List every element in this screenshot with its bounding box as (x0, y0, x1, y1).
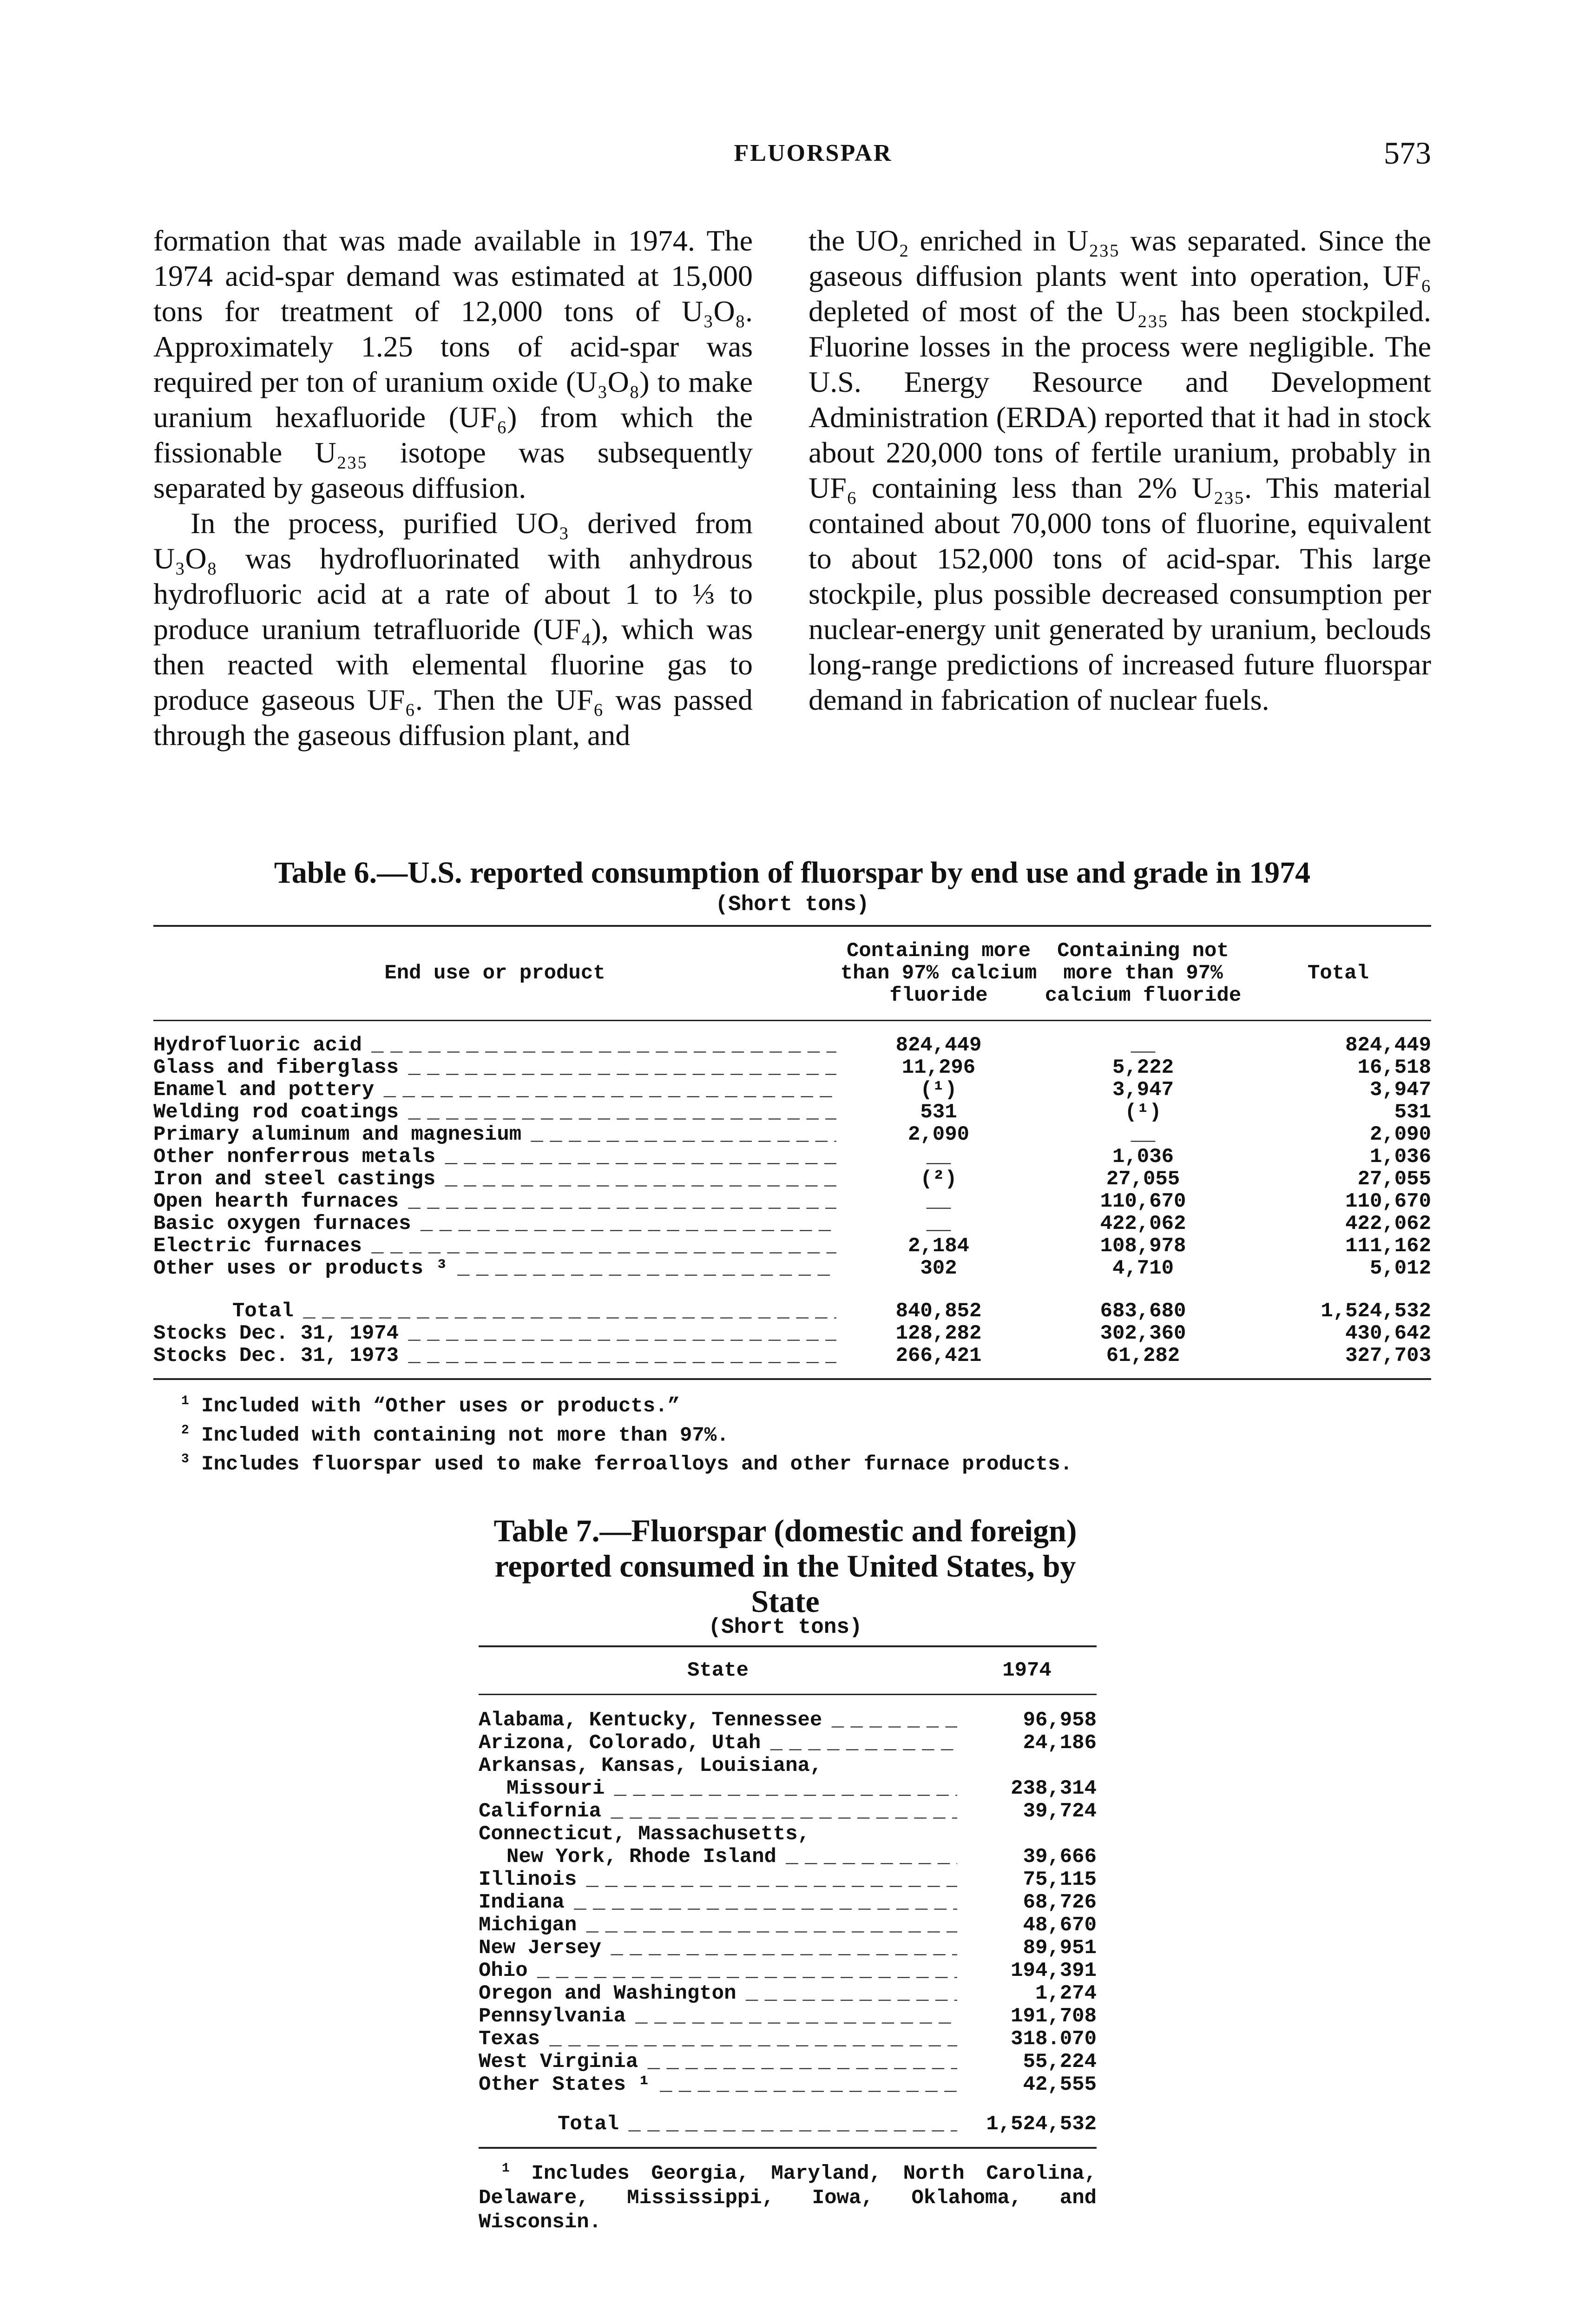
state-value: 318.070 (1011, 2027, 1097, 2051)
state-name: Pennsylvania _ _ _ (479, 2005, 957, 2028)
cell-not-more: (¹) (1124, 1101, 1162, 1124)
cell-total: 2,090 (1369, 1123, 1431, 1146)
table-row (153, 1123, 1431, 1146)
table-row-total (479, 2113, 1097, 2136)
state-name: Arizona, Colorado, Utah _ _ _ (479, 1732, 957, 1755)
state-value: 96,958 (1023, 1709, 1097, 1732)
cell-not-more: 683,680 (1100, 1300, 1186, 1323)
left-column (153, 223, 753, 753)
state-value: 89,951 (1023, 1936, 1097, 1960)
table-row (153, 1146, 1431, 1168)
state-value: 75,115 (1023, 1868, 1097, 1891)
row-label: Primary aluminum and magnesium _ _ _ (153, 1123, 836, 1146)
row-label: Enamel and pottery _ _ _ (153, 1079, 836, 1101)
cell-total: 327,703 (1345, 1344, 1431, 1367)
running-title: FLUORSPAR (734, 140, 893, 166)
table7-bottom-rule (479, 2147, 1097, 2149)
cell-more: __ (926, 1145, 951, 1169)
table6-col-end-use: End use or product (384, 962, 605, 985)
table7-title: Table 7.—Fluorspar (domestic and foreign) reported consumed in the United States, by State (493, 1513, 1077, 1619)
table7-col-year: 1974 (1002, 1659, 1052, 1682)
state-value: 42,555 (1023, 2073, 1097, 2096)
cell-total: 16,518 (1357, 1056, 1431, 1079)
table-row (479, 2005, 1097, 2028)
total-label: Total _ _ _ (558, 2113, 957, 2136)
table6-title: Table 6.—U.S. reported consumption of fluorspar by end use and grade in 1974 (274, 856, 1311, 890)
cell-more: 11,296 (901, 1056, 976, 1079)
cell-not-more: 422,062 (1100, 1212, 1186, 1235)
state-name: Alabama, Kentucky, Tennessee _ _ _ (479, 1709, 957, 1732)
cell-total: 111,162 (1345, 1235, 1431, 1258)
cell-total: 1,036 (1369, 1145, 1431, 1169)
state-value (957, 1823, 1097, 1846)
cell-not-more: 302,360 (1100, 1322, 1186, 1345)
table7-unit: (Short tons) (708, 1615, 862, 1639)
state-name: Missouri _ _ _ (506, 1777, 957, 1800)
state-name: New York, Rhode Island _ _ _ (506, 1846, 957, 1868)
state-name: Texas _ _ _ (479, 2028, 957, 2051)
table-row (479, 1891, 1097, 1914)
cell-total: 430,642 (1345, 1322, 1431, 1345)
cell-more: 302 (920, 1257, 957, 1280)
cell-more: 840,852 (895, 1300, 982, 1323)
table6-footnotes (153, 1389, 1431, 1477)
cell-total: 5,012 (1369, 1257, 1431, 1280)
state-name: Other States ¹ _ _ _ (479, 2073, 957, 2096)
cell-more: 824,449 (895, 1034, 982, 1057)
table6-bottom-rule (153, 1378, 1431, 1380)
cell-not-more: 4,710 (1112, 1257, 1174, 1280)
state-value: 194,391 (1011, 1959, 1097, 1982)
state-name: Arkansas, Kansas, Louisiana, (479, 1754, 822, 1777)
table-row (479, 1914, 1097, 1937)
state-name: Ohio _ _ _ (479, 1960, 957, 1982)
row-label: Basic oxygen furnaces _ _ _ (153, 1213, 836, 1235)
state-name: Michigan _ _ _ (479, 1914, 957, 1937)
cell-total: 3,947 (1369, 1078, 1431, 1102)
cell-not-more: 1,036 (1112, 1145, 1174, 1169)
cell-not-more: 27,055 (1106, 1168, 1180, 1191)
table6 (153, 925, 1431, 1477)
table-row (479, 1846, 1097, 1868)
total-value: 1,524,532 (986, 2113, 1097, 2136)
state-value: 48,670 (1023, 1914, 1097, 1937)
state-name: New Jersey _ _ _ (479, 1937, 957, 1960)
cell-not-more: 61,282 (1106, 1344, 1180, 1367)
table6-unit: (Short tons) (715, 892, 869, 917)
cell-more: 2,090 (907, 1123, 970, 1146)
row-label: Stocks Dec. 31, 1973 _ _ _ (153, 1345, 836, 1367)
cell-more: 2,184 (907, 1235, 970, 1258)
cell-not-more: 3,947 (1112, 1078, 1174, 1102)
table-row (479, 1732, 1097, 1755)
table-row (479, 1777, 1097, 1800)
table-row-stocks (153, 1345, 1431, 1367)
state-value: 55,224 (1023, 2050, 1097, 2073)
table7 (479, 1645, 1097, 2149)
state-value: 39,666 (1023, 1845, 1097, 1868)
cell-not-more: 5,222 (1112, 1056, 1174, 1079)
table-row (153, 1101, 1431, 1123)
cell-total: 27,055 (1357, 1168, 1431, 1191)
table-row (479, 1982, 1097, 2005)
row-label: Welding rod coatings _ _ _ (153, 1101, 836, 1123)
table-row (479, 2051, 1097, 2073)
table6-body (153, 1021, 1431, 1367)
table-row (153, 1257, 1431, 1280)
table-row (153, 1235, 1431, 1257)
row-label: Electric furnaces _ _ _ (153, 1235, 836, 1257)
state-value (957, 1755, 1097, 1777)
table7-header (479, 1647, 1097, 1694)
cell-total: 110,670 (1345, 1190, 1431, 1213)
cell-not-more: __ (1131, 1123, 1156, 1146)
state-name: Illinois _ _ _ (479, 1868, 957, 1891)
row-label: Other nonferrous metals _ _ _ (153, 1146, 836, 1168)
state-name: California _ _ _ (479, 1800, 957, 1823)
state-value: 191,708 (1011, 2005, 1097, 2028)
table6-col-more: Containing more than 97% calcium fluoride (840, 939, 1037, 1007)
state-name: West Virginia _ _ _ (479, 2051, 957, 2073)
row-label: Hydrofluoric acid _ _ _ (153, 1034, 836, 1056)
cell-more: (²) (920, 1168, 957, 1191)
row-label: Open hearth furnaces _ _ _ (153, 1190, 836, 1213)
table6-header (153, 927, 1431, 1020)
state-name: Connecticut, Massachusetts, (479, 1822, 810, 1846)
state-name: Indiana _ _ _ (479, 1891, 957, 1914)
cell-more: 266,421 (895, 1344, 982, 1367)
state-value: 24,186 (1023, 1731, 1097, 1755)
table-row (479, 1960, 1097, 1982)
cell-total: 1,524,532 (1321, 1300, 1431, 1323)
table6-col-not-more: Containing not more than 97% calcium fluoride (1045, 939, 1242, 1007)
state-value: 39,724 (1023, 1800, 1097, 1823)
cell-more: __ (926, 1212, 951, 1235)
table7-footnote: $^1$ Includes Georgia, Maryland, North Carolina, Delaware, Mississippi, Iowa, Oklahoma, and Wisconsin. (479, 2161, 1097, 2234)
table-row (153, 1213, 1431, 1235)
state-value: 238,314 (1011, 1777, 1097, 1800)
table6-col-total: Total (1307, 962, 1369, 985)
table-row (153, 1034, 1431, 1056)
table-row (479, 2073, 1097, 2096)
cell-not-more: 108,978 (1100, 1235, 1186, 1258)
table-row (479, 1937, 1097, 1960)
footnote: $^3$ Includes fluorspar used to make ferroalloys and other furnace products. (181, 1452, 1072, 1476)
table-row (153, 1079, 1431, 1101)
table-row-stocks (153, 1322, 1431, 1345)
row-label: Stocks Dec. 31, 1974 _ _ _ (153, 1322, 836, 1345)
table-row (153, 1168, 1431, 1190)
left-paragraph-1: formation that was made available in 1974. The 1974 acid-spar demand was estimated at 15,000 tons for treatment of 12,000 tons of U₃O₈. Approximately 1.25 tons of acid-spar was required per ton of uranium oxide (U₃O₈) to make uranium hexafluoride (UF₆) from which the fissionable U₂₃₅ isotope was subsequently separated by gaseous diffusion. (153, 224, 753, 504)
table7-body (479, 1695, 1097, 2136)
right-paragraph-1: the UO₂ enriched in U₂₃₅ was separated. Since the gaseous diffusion plants went into operation, UF₆ depleted of most of the U₂₃₅ has been stockpiled. Fluorine losses in the process were negligible. The U.S. Energy Resource and Development Administration (ERDA) reported that it had in stock about 220,000 tons of fertile uranium, probably in UF₆ containing less than 2% U₂₃₅. This material contained about 70,000 tons of fluorine, equivalent to about 152,000 tons of acid-spar. This large stockpile, plus possible decreased consumption per nuclear-energy unit generated by uranium, beclouds long-range predictions of increased future fluorspar demand in fabrication of nuclear fuels. (809, 224, 1431, 716)
table-row-total (153, 1300, 1431, 1322)
table-row (479, 1823, 1097, 1846)
row-label: Glass and fiberglass _ _ _ (153, 1056, 836, 1079)
cell-not-more: __ (1131, 1034, 1156, 1057)
row-label: Other uses or products ³ _ _ _ (153, 1257, 836, 1280)
table-row (479, 1755, 1097, 1777)
cell-total: 422,062 (1345, 1212, 1431, 1235)
cell-more: 128,282 (895, 1322, 982, 1345)
table-row (479, 1800, 1097, 1823)
footnote: $^2$ Included with containing not more than 97%. (181, 1423, 729, 1447)
row-label: Total _ _ _ (232, 1300, 836, 1322)
state-name: Oregon and Washington _ _ _ (479, 1982, 957, 2005)
right-column (809, 223, 1431, 718)
table7-col-state: State (687, 1659, 749, 1682)
cell-more: 531 (920, 1101, 957, 1124)
state-value: 68,726 (1023, 1891, 1097, 1914)
table-row (479, 2028, 1097, 2051)
table-row (153, 1190, 1431, 1213)
cell-total: 824,449 (1345, 1034, 1431, 1057)
footnote: $^1$ Included with “Other uses or products.” (181, 1394, 680, 1418)
cell-total: 531 (1394, 1101, 1431, 1124)
table-row (153, 1056, 1431, 1079)
left-paragraph-2: In the process, purified UO₃ derived from U₃O₈ was hydrofluorinated with anhydrous hydrofluoric acid at a rate of about 1 to ⅓ to produce uranium tetrafluoride (UF₄), which was then reacted with elemental fluorine gas to produce gaseous UF₆. Then the UF₆ was passed through the gaseous diffusion plant, and (153, 507, 753, 752)
state-value: 1,274 (1035, 1982, 1097, 2005)
cell-more: (¹) (920, 1078, 957, 1102)
row-label: Iron and steel castings _ _ _ (153, 1168, 836, 1190)
table-row (479, 1868, 1097, 1891)
cell-more: __ (926, 1190, 951, 1213)
page-number: 573 (1384, 135, 1431, 171)
cell-not-more: 110,670 (1100, 1190, 1186, 1213)
table-row (479, 1709, 1097, 1732)
